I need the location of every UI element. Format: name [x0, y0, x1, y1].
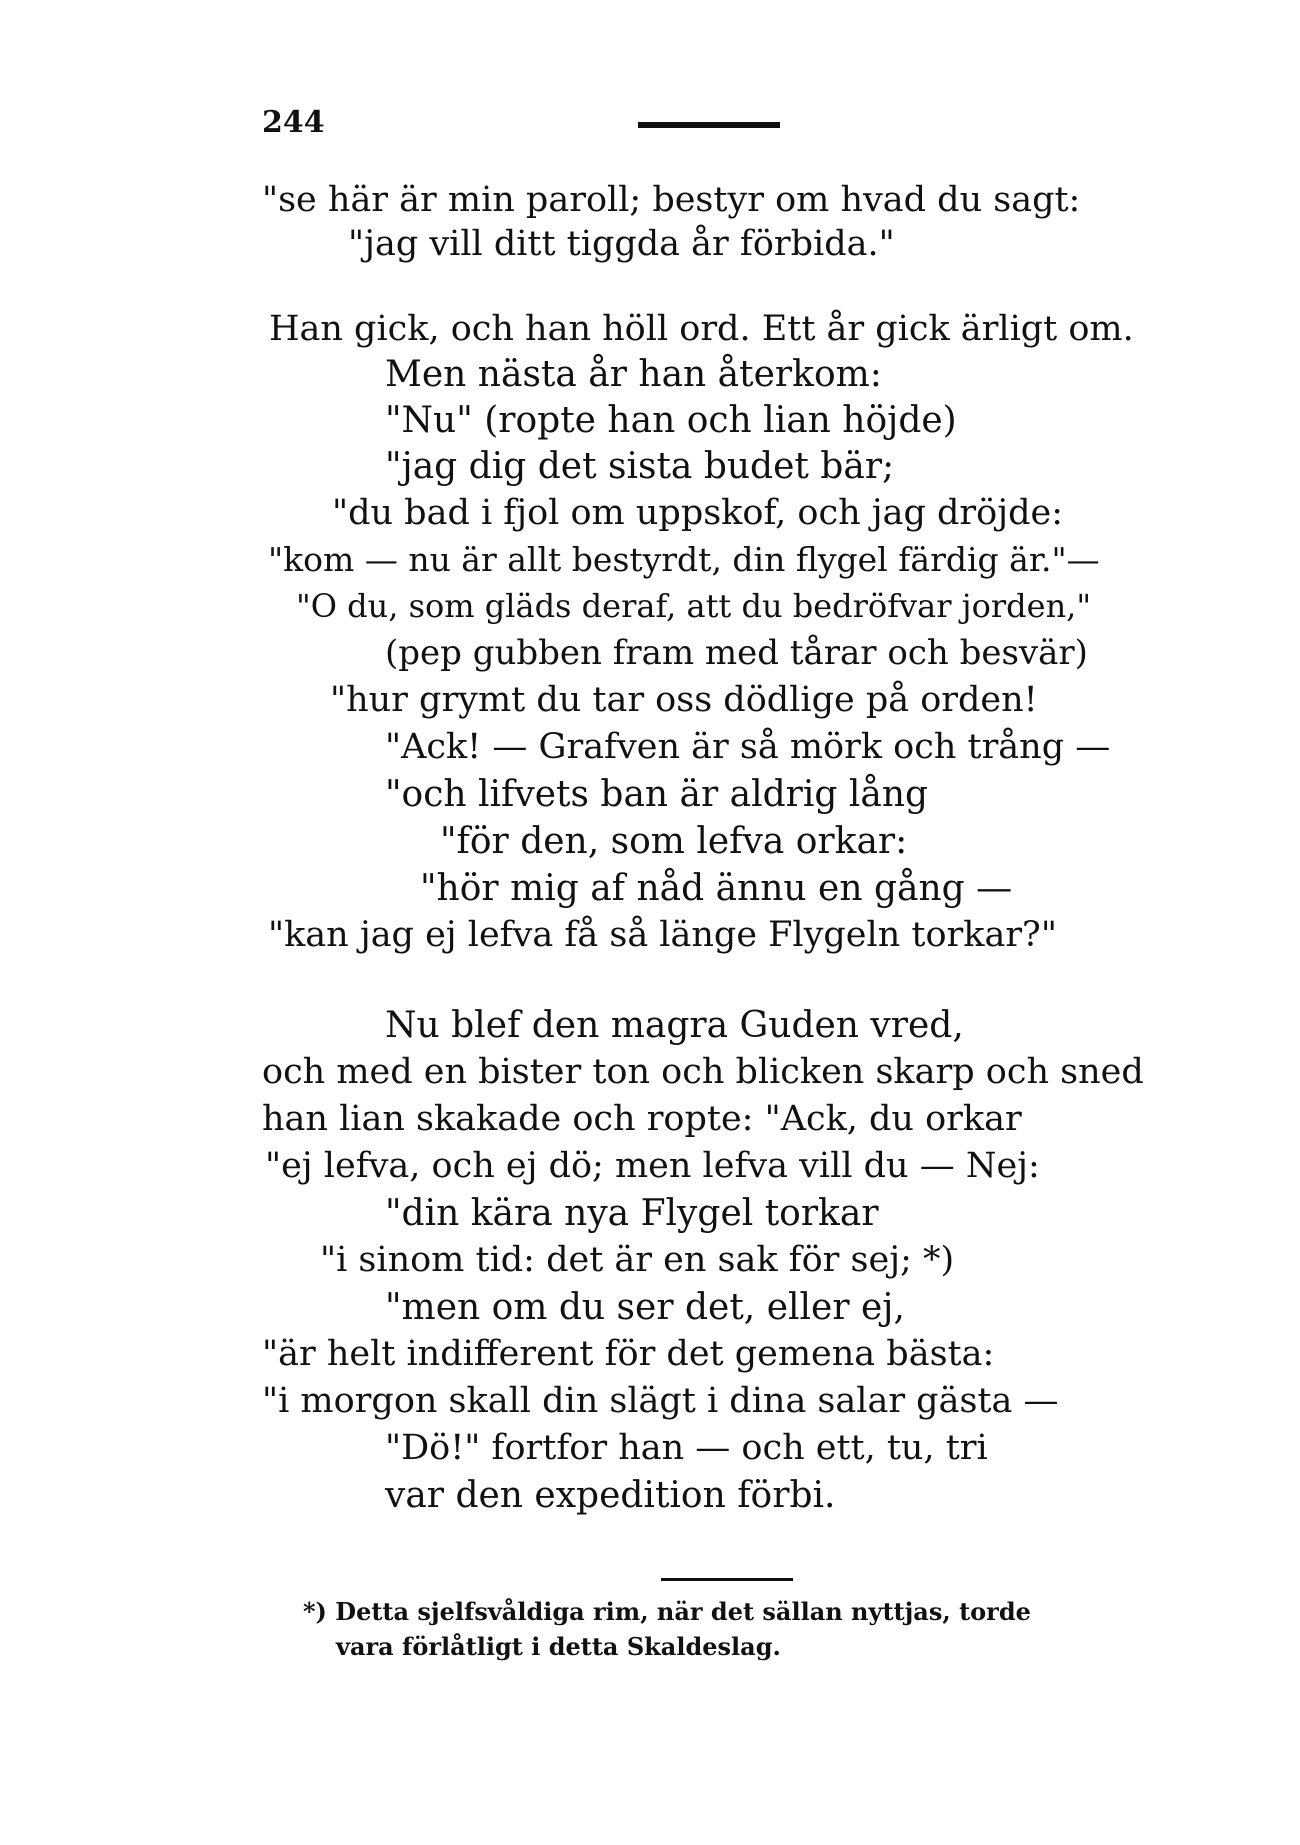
poem-line: "kom — nu är allt bestyrdt, din flygel färdig är."— — [268, 540, 1100, 579]
poem-line: "du bad i fjol om uppskof, och jag dröjde: — [332, 493, 1063, 533]
poem-line: "i morgon skall din slägt i dina salar gästa — — [262, 1381, 1059, 1421]
poem-line: han lian skakade och ropte: "Ack, du orkar — [262, 1099, 1022, 1139]
poem-line: "och lifvets ban är aldrig lång — [385, 774, 929, 815]
page-number: 244 — [262, 105, 325, 140]
poem-line: "din kära nya Flygel torkar — [385, 1193, 879, 1234]
poem-line: var den expedition förbi. — [385, 1475, 836, 1516]
poem-line: Han gick, och han höll ord. Ett år gick ärligt om. — [269, 309, 1134, 349]
poem-line: "jag dig det sista budet bär; — [385, 446, 895, 487]
footnote-line: *) Detta sjelfsvåldiga rim, när det sällan nyttjas, torde — [303, 1597, 1031, 1626]
poem-line: "O du, som gläds deraf, att du bedröfvar jorden," — [296, 587, 1092, 625]
poem-line: "men om du ser det, eller ej, — [385, 1287, 905, 1328]
poem-line: Nu blef den magra Guden vred, — [385, 1005, 964, 1046]
poem-line: "hör mig af nåd ännu en gång — — [420, 868, 1013, 909]
poem-line: "hur grymt du tar oss dödlige på orden! — [330, 680, 1038, 720]
poem-line: "Nu" (ropte han och lian höjde) — [385, 400, 957, 441]
footnote-line: vara förlåtligt i detta Skaldeslag. — [336, 1632, 781, 1661]
poem-line: och med en bister ton och blicken skarp och sned — [262, 1052, 1144, 1092]
poem-line: "för den, som lefva orkar: — [440, 821, 908, 862]
header-rule — [638, 122, 780, 128]
footnote-rule — [661, 1578, 793, 1581]
poem-line: "Dö!" fortfor han — och ett, tu, tri — [385, 1428, 988, 1468]
poem-line: "se här är min paroll; bestyr om hvad du sagt: — [262, 180, 1081, 220]
poem-line: "i sinom tid: det är en sak för sej; *) — [320, 1240, 955, 1280]
poem-line: "ej lefva, och ej dö; men lefva vill du — Nej: — [265, 1146, 1040, 1186]
poem-line: "är helt indifferent för det gemena bästa: — [262, 1334, 995, 1374]
poem-line: Men nästa år han återkom: — [385, 354, 882, 395]
poem-line: "Ack! — Grafven är så mörk och trång — — [385, 727, 1111, 767]
poem-line: "jag vill ditt tiggda år förbida." — [348, 224, 895, 264]
poem-line: (pep gubben fram med tårar och besvär) — [385, 633, 1088, 673]
poem-line: "kan jag ej lefva få så länge Flygeln torkar?" — [268, 915, 1057, 955]
